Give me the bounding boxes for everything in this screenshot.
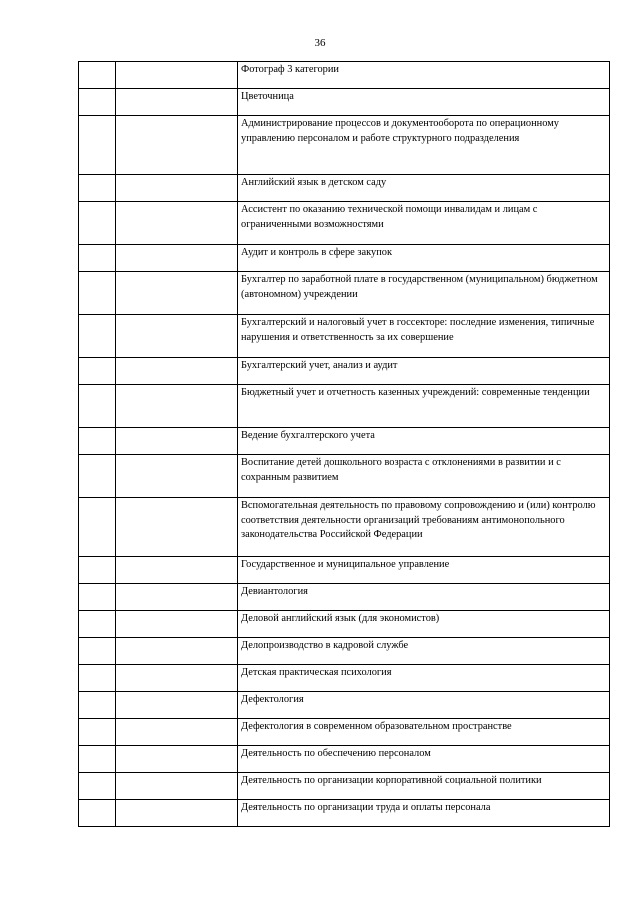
program-name-cell: Ведение бухгалтерского учета: [238, 428, 610, 455]
program-name-cell: Деятельность по организации корпоративной социальной политики: [238, 773, 610, 800]
category-cell: [116, 245, 238, 272]
course-table: [78, 61, 610, 827]
row-number-cell: [79, 62, 116, 89]
row-number-cell: [79, 665, 116, 692]
program-name-cell: Делопроизводство в кадровой службе: [238, 638, 610, 665]
program-name-cell: Бюджетный учет и отчетность казенных учреждений: современные тенденции: [238, 385, 610, 428]
category-cell: [116, 746, 238, 773]
category-cell: [116, 315, 238, 358]
row-number-cell: [79, 746, 116, 773]
table-row: [79, 428, 610, 455]
program-name-cell: Детская практическая психология: [238, 665, 610, 692]
row-number-cell: [79, 455, 116, 498]
table-row: [79, 358, 610, 385]
table-row: [79, 557, 610, 584]
category-cell: [116, 498, 238, 557]
row-number-cell: [79, 692, 116, 719]
table-row: [79, 611, 610, 638]
category-cell: [116, 428, 238, 455]
program-name-cell: Деятельность по обеспечению персоналом: [238, 746, 610, 773]
row-number-cell: [79, 773, 116, 800]
category-cell: [116, 557, 238, 584]
table-row: [79, 175, 610, 202]
program-name-cell: Администрирование процессов и документооборота по операционному управлению персоналом и работе структурного подразделения: [238, 116, 610, 175]
table-row: [79, 245, 610, 272]
row-number-cell: [79, 175, 116, 202]
program-name-cell: Английский язык в детском саду: [238, 175, 610, 202]
row-number-cell: [79, 272, 116, 315]
category-cell: [116, 719, 238, 746]
table-row: [79, 455, 610, 498]
program-name-cell: Дефектология: [238, 692, 610, 719]
category-cell: [116, 202, 238, 245]
category-cell: [116, 773, 238, 800]
table-row: [79, 800, 610, 827]
category-cell: [116, 385, 238, 428]
category-cell: [116, 116, 238, 175]
program-name-cell: Фотограф 3 категории: [238, 62, 610, 89]
table-row: [79, 202, 610, 245]
program-name-cell: Цветочница: [238, 89, 610, 116]
program-name-cell: Вспомогательная деятельность по правовому сопровождению и (или) контролю соответствия деятельности организаций требованиям антимонопольного законодательства Российской Федерации: [238, 498, 610, 557]
program-name-cell: Бухгалтерский учет, анализ и аудит: [238, 358, 610, 385]
category-cell: [116, 455, 238, 498]
row-number-cell: [79, 638, 116, 665]
category-cell: [116, 800, 238, 827]
table-row: [79, 773, 610, 800]
table-row: [79, 665, 610, 692]
row-number-cell: [79, 116, 116, 175]
program-name-cell: Аудит и контроль в сфере закупок: [238, 245, 610, 272]
course-table-body: [79, 62, 610, 827]
program-name-cell: Бухгалтерский и налоговый учет в госсекторе: последние изменения, типичные нарушения и ответственность за их совершение: [238, 315, 610, 358]
table-row: [79, 638, 610, 665]
table-row: [79, 692, 610, 719]
category-cell: [116, 62, 238, 89]
row-number-cell: [79, 584, 116, 611]
row-number-cell: [79, 800, 116, 827]
row-number-cell: [79, 557, 116, 584]
program-name-cell: Девиантология: [238, 584, 610, 611]
table-row: [79, 89, 610, 116]
row-number-cell: [79, 89, 116, 116]
program-name-cell: Деятельность по организации труда и оплаты персонала: [238, 800, 610, 827]
row-number-cell: [79, 315, 116, 358]
table-row: [79, 719, 610, 746]
program-name-cell: Государственное и муниципальное управление: [238, 557, 610, 584]
category-cell: [116, 692, 238, 719]
row-number-cell: [79, 719, 116, 746]
program-name-cell: Бухгалтер по заработной плате в государственном (муниципальном) бюджетном (автономном) учреждении: [238, 272, 610, 315]
program-name-cell: Ассистент по оказанию технической помощи инвалидам и лицам с ограниченными возможностями: [238, 202, 610, 245]
category-cell: [116, 358, 238, 385]
program-name-cell: Воспитание детей дошкольного возраста с отклонениями в развитии и с сохранным развитием: [238, 455, 610, 498]
category-cell: [116, 272, 238, 315]
table-row: [79, 746, 610, 773]
category-cell: [116, 611, 238, 638]
row-number-cell: [79, 245, 116, 272]
table-row: [79, 498, 610, 557]
category-cell: [116, 89, 238, 116]
table-row: [79, 62, 610, 89]
row-number-cell: [79, 385, 116, 428]
row-number-cell: [79, 611, 116, 638]
row-number-cell: [79, 428, 116, 455]
row-number-cell: [79, 498, 116, 557]
page-number: 36: [314, 37, 326, 49]
program-name-cell: Деловой английский язык (для экономистов): [238, 611, 610, 638]
table-row: [79, 584, 610, 611]
category-cell: [116, 638, 238, 665]
row-number-cell: [79, 358, 116, 385]
category-cell: [116, 665, 238, 692]
program-name-cell: Дефектология в современном образовательном пространстве: [238, 719, 610, 746]
table-row: [79, 116, 610, 175]
table-row: [79, 315, 610, 358]
table-row: [79, 272, 610, 315]
table-row: [79, 385, 610, 428]
row-number-cell: [79, 202, 116, 245]
category-cell: [116, 584, 238, 611]
category-cell: [116, 175, 238, 202]
